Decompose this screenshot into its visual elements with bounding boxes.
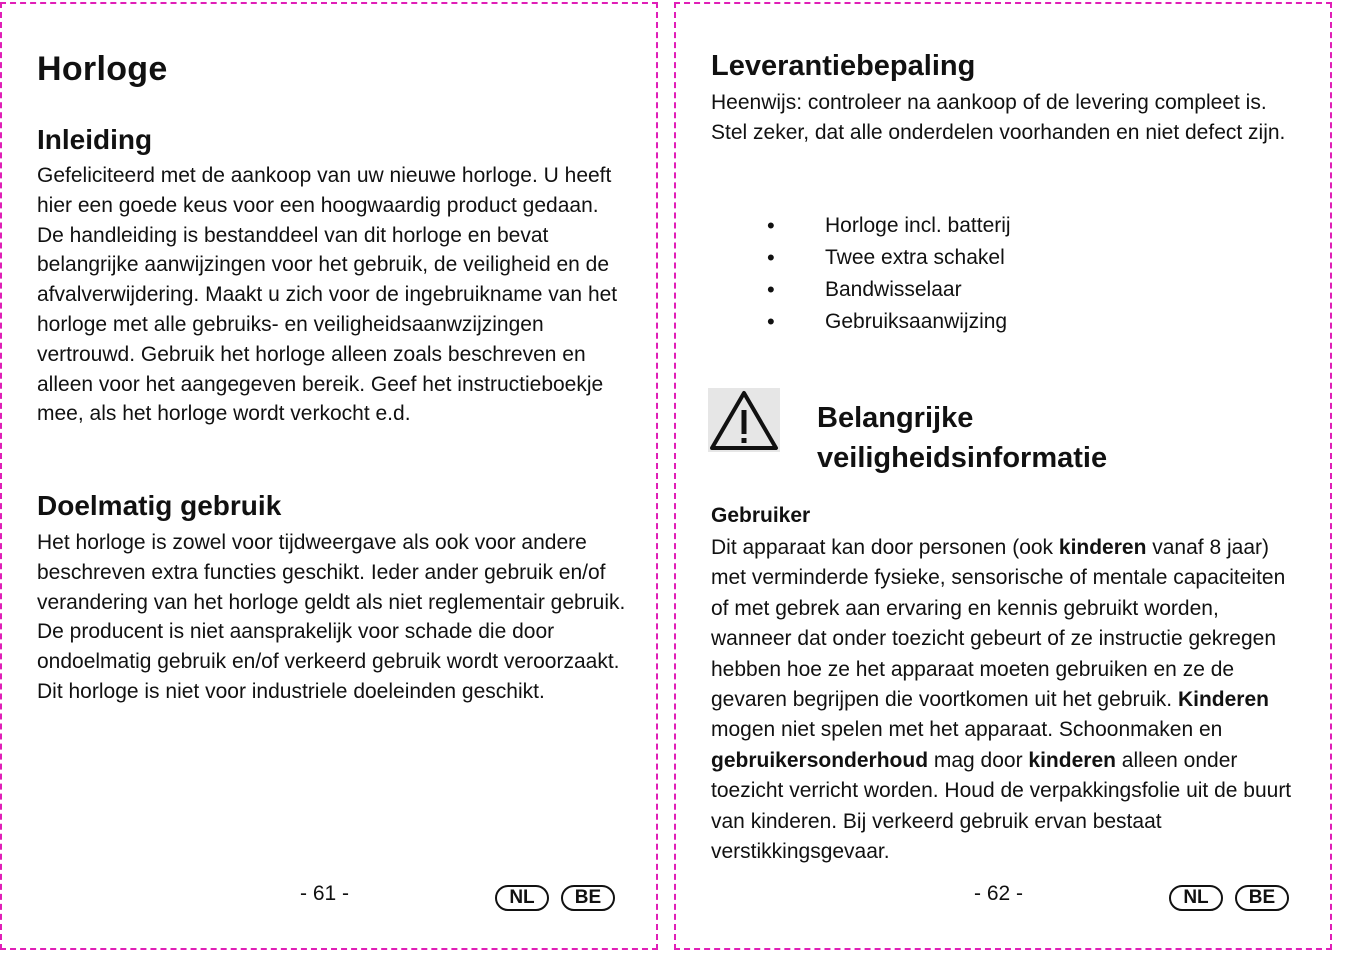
section-heading-doelmatig: Doelmatig gebruik — [37, 490, 282, 521]
safety-text: mogen niet spelen met het apparaat. Schoonmaken en — [711, 718, 1223, 742]
safety-heading — [817, 398, 1107, 478]
safety-text: alleen onder toezicht verricht worden. Houd de verpakkingsfolie uit de buurt van kinderen. Bij verkeerd gebruik ervan bestaat verstikkingsgevaar. — [711, 748, 1292, 864]
safety-text: mag door — [928, 748, 1029, 772]
safety-heading-line1: Belangrijke — [817, 402, 974, 434]
list-item: • Gebruiksaanwijzing — [711, 306, 1300, 338]
country-badge-nl: NL — [495, 885, 549, 911]
safety-text: Dit apparaat kan door personen (ook — [711, 536, 1059, 559]
page-number: - 62 - — [974, 882, 1024, 905]
warning-triangle-icon — [708, 388, 780, 452]
left-page — [0, 2, 658, 950]
country-badge-nl: NL — [1169, 885, 1223, 911]
right-page — [674, 2, 1332, 950]
keyword: Kinderen — [1177, 688, 1269, 712]
section-heading-inleiding: Inleiding — [37, 124, 153, 155]
keyword: kinderen — [1058, 536, 1147, 559]
safety-body — [711, 533, 1302, 867]
country-badge-be: BE — [561, 885, 615, 911]
safety-heading-line2: veiligheidsinformatie — [817, 442, 1108, 474]
country-badge-be: BE — [1235, 885, 1289, 911]
list-item: • Twee extra schakel — [711, 242, 1300, 274]
delivery-list — [711, 210, 1300, 338]
delivery-note: Heenwijs: controleer na aankoop of de levering compleet is. Stel zeker, dat alle onderdelen voorhanden en niet defect zijn. — [711, 91, 1286, 144]
keyword: gebruikersonderhoud — [711, 748, 929, 772]
section-body-inleiding: Gefeliciteerd met de aankoop van uw nieuwe horloge. U heeft hier een goede keus voor een hoogwaardig product gedaan. De handleiding is bestanddeel van dit horloge en bevat belangrijke aanwijzingen voor het gebruik, de veiligheid en de afvalverwijdering. Maakt u zich voor de ingebruikname van het horloge met alle gebruiks- en veiligheidsaanwzijzingen vertrouwd. Gebruik het horloge alleen zoals beschreven en alleen voor het aangegeven bereik. Geef het instructieboekje mee, als het horloge wordt verkocht e.d. — [37, 164, 618, 426]
safety-text: vanaf 8 jaar) met verminderde fysieke, sensorische of mentale capaciteiten of met gebrek aan ervaring en kennis gebruikt worden, wanneer dat onder toezicht gebeurt of ze instructie gekregen hebben hoe ze het apparaat moeten gebruiken en ze de gevaren begrijpen die voortkomen uit het gebruik. — [711, 536, 1286, 712]
list-item: • Bandwisselaar — [711, 274, 1300, 306]
list-item: • Horloge incl. batterij — [711, 210, 1300, 242]
section-body-doelmatig: Het horloge is zowel voor tijdweergave als ook voor andere beschreven extra functies geschikt. Ieder ander gebruik en/of verandering van het horloge geldt als niet reglementair gebruik. De producent is niet aansprakelijk voor schade die door ondoelmatig gebruik en/of verkeerd gebruik wordt veroorzaakt. Dit horloge is niet voor industriele doeleinden geschikt. — [37, 531, 626, 703]
section-heading-leverantie: Leverantiebepaling — [711, 50, 976, 82]
page-number: - 61 - — [300, 882, 350, 905]
subheading-gebruiker: Gebruiker — [711, 504, 811, 527]
page-title: Horloge — [37, 50, 168, 88]
keyword: kinderen — [1028, 748, 1116, 772]
